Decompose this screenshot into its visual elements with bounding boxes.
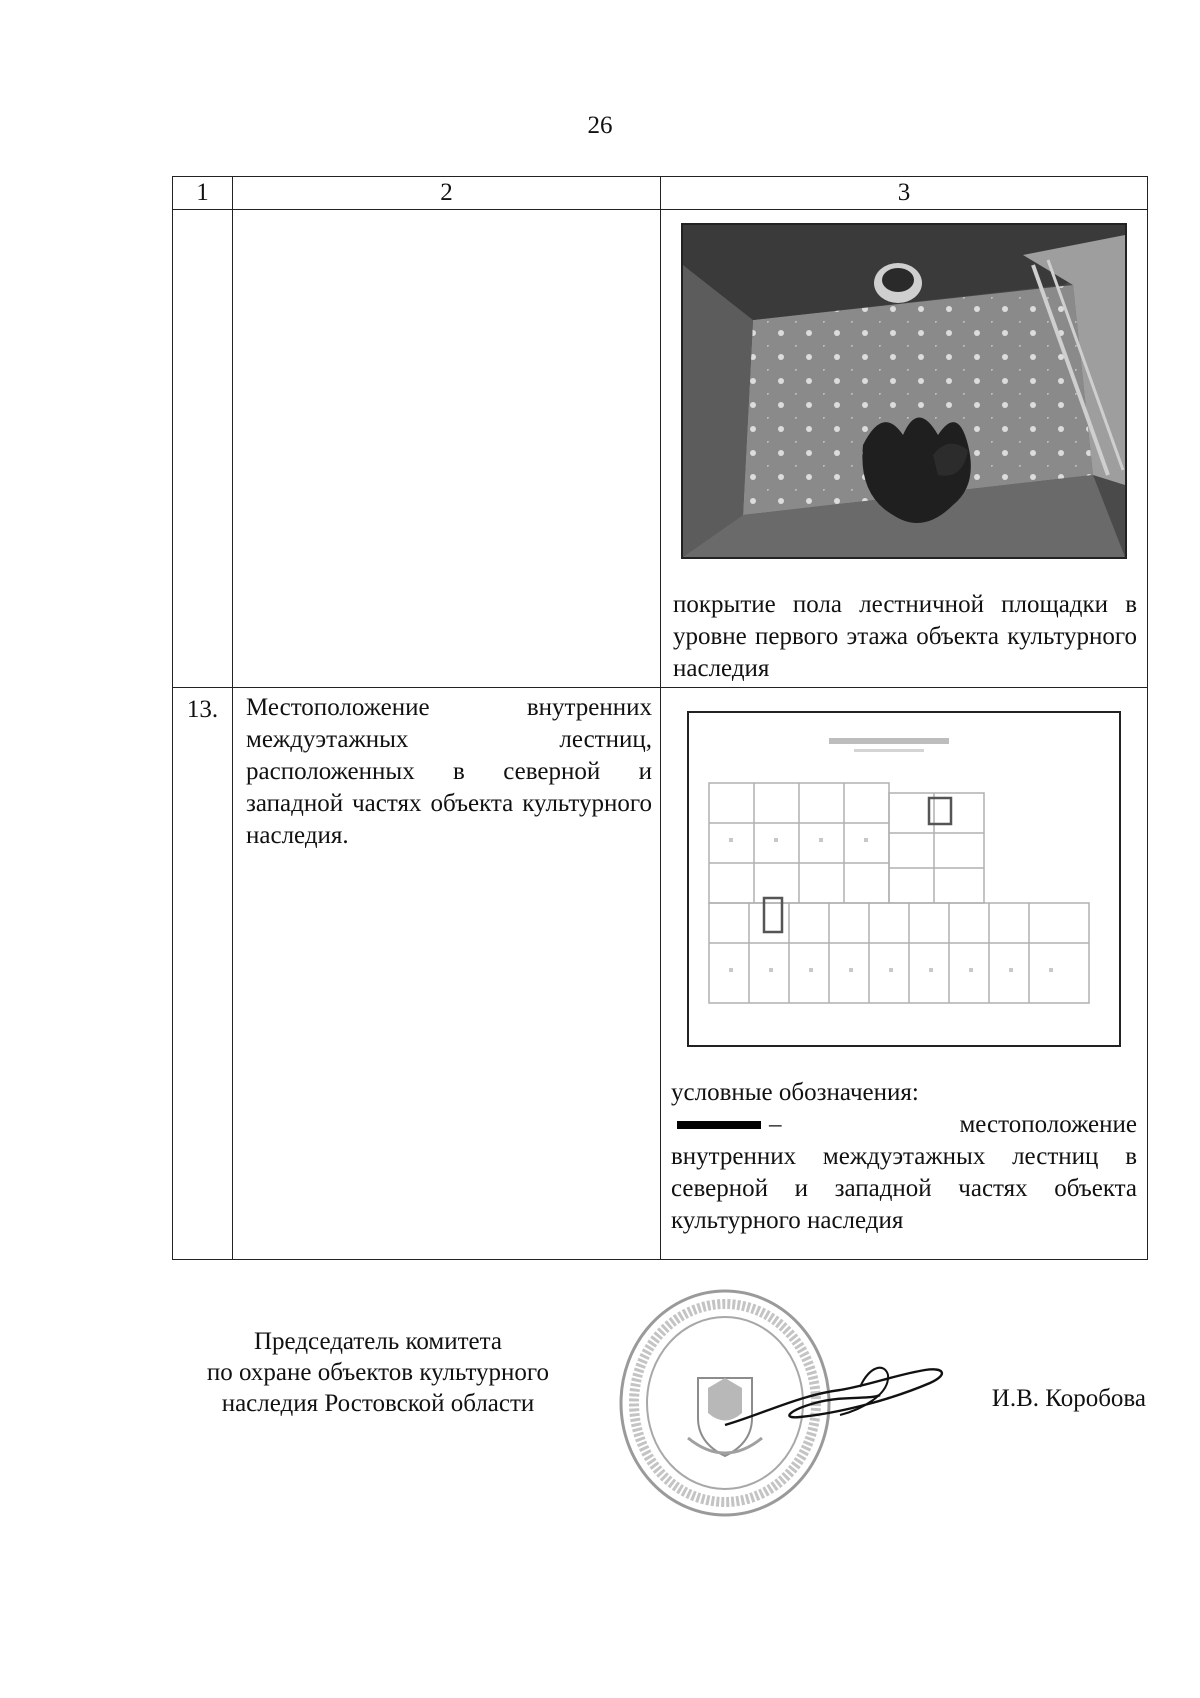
table-header-row bbox=[173, 177, 1148, 210]
table-header-col-1: 1 bbox=[173, 177, 233, 210]
row-number: 13. bbox=[173, 688, 233, 1260]
signatory-title-line: наследия Ростовской области bbox=[221, 1390, 535, 1417]
signatory-title-line: по охране объектов культурного bbox=[206, 1359, 550, 1386]
table-header-col-3: 3 bbox=[661, 177, 1148, 210]
table-row-continued bbox=[173, 210, 1148, 688]
table-row-13 bbox=[173, 688, 1148, 1260]
photo-caption: покрытие пола лестничной площадки в уровне первого этажа объекта культурного наследия bbox=[673, 591, 1137, 682]
stair-landing-floor-photo bbox=[681, 223, 1127, 559]
signatory-title-line: Председатель комитета bbox=[254, 1328, 502, 1355]
legend-dash: – bbox=[769, 1111, 782, 1138]
objects-table bbox=[172, 176, 1148, 1260]
legend-title: условные обозначения: bbox=[671, 1079, 919, 1106]
legend-text-first: местоположение bbox=[959, 1111, 1137, 1138]
legend-text: внутренних междуэтажных лестниц в северной и западной частях объекта культурного наследия bbox=[671, 1143, 1137, 1234]
row-illustration-cell bbox=[661, 210, 1148, 688]
signatory-name: И.В. Коробова bbox=[991, 1385, 1146, 1412]
handwritten-signature bbox=[720, 1355, 950, 1445]
floor-plan-image bbox=[687, 711, 1121, 1047]
row-illustration-cell bbox=[661, 688, 1148, 1260]
page-number: 26 bbox=[587, 112, 613, 139]
signatory-title bbox=[172, 1326, 584, 1419]
legend-stair-marker-icon bbox=[677, 1121, 761, 1129]
legend-line bbox=[671, 1109, 1137, 1141]
row-description bbox=[233, 210, 661, 688]
row-number bbox=[173, 210, 233, 688]
row-description: Местоположение внутренних междуэтажных лестниц, расположенных в северной и западной частях объекта культурного наследия. bbox=[233, 688, 661, 1260]
table-header-col-2: 2 bbox=[233, 177, 661, 210]
